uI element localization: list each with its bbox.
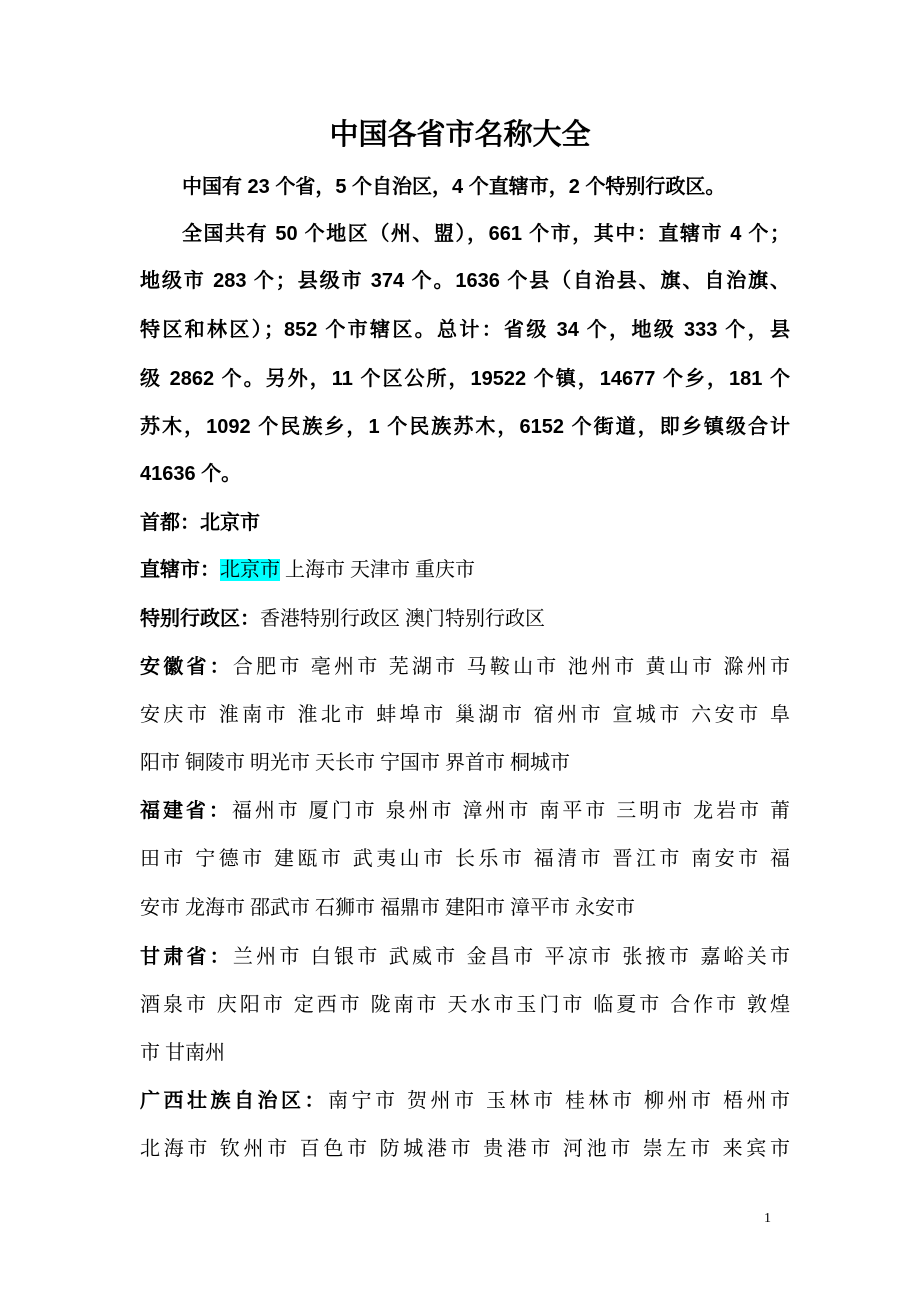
fujian-label: 福建省： <box>140 800 232 822</box>
guangxi-line-2: 北海市 钦州市 百色市 防城港市 贵港市 河池市 崇左市 来宾市 <box>140 1138 790 1160</box>
intro-line-2: 全国共有 50 个地区（州、盟），661 个市，其中：直辖市 4 个； <box>182 223 790 245</box>
sar-label: 特别行政区： <box>140 608 260 630</box>
gansu-line-2: 酒泉市 庆阳市 定西市 陇南市 天水市玉门市 临夏市 合作市 敦煌 <box>140 994 790 1016</box>
fujian-cities-1: 福州市 厦门市 泉州市 漳州市 南平市 三明市 龙岩市 莆 <box>231 800 790 822</box>
anhui-line-1 <box>140 655 790 679</box>
guangxi-line-1 <box>140 1089 790 1113</box>
anhui-cities-1: 合肥市 亳州市 芜湖市 马鞍山市 池州市 黄山市 滁州市 <box>232 656 791 678</box>
gansu-line-3: 市 甘南州 <box>140 1042 225 1064</box>
fujian-line-3: 安市 龙海市 邵武市 石狮市 福鼎市 建阳市 漳平市 永安市 <box>140 897 635 919</box>
intro-line-1: 中国有 23 个省，5 个自治区，4 个直辖市，2 个特别行政区。 <box>182 176 726 198</box>
municipalities-line <box>140 558 790 582</box>
guangxi-cities-1: 南宁市 贺州市 玉林市 桂林市 柳州市 梧州市 <box>328 1090 790 1112</box>
page-number: 1 <box>764 1211 771 1226</box>
intro-line-4: 特区和林区）；852 个市辖区。总计：省级 34 个，地级 333 个，县 <box>140 319 790 341</box>
intro-line-3: 地级市 283 个；县级市 374 个。1636 个县（自治县、旗、自治旗、 <box>140 270 790 292</box>
anhui-line-3: 阳市 铜陵市 明光市 天长市 宁国市 界首市 桐城市 <box>140 752 570 774</box>
municipalities-rest: 上海市 天津市 重庆市 <box>280 559 475 581</box>
gansu-cities-1: 兰州市 白银市 武威市 金昌市 平凉市 张掖市 嘉峪关市 <box>232 946 791 968</box>
intro-line-7: 41636 个。 <box>140 463 242 485</box>
gansu-label: 甘肃省： <box>140 946 233 968</box>
capital-line: 首都：北京市 <box>140 512 260 534</box>
sar-line <box>140 607 790 631</box>
fujian-line-2: 田市 宁德市 建瓯市 武夷山市 长乐市 福清市 晋江市 南安市 福 <box>140 848 790 870</box>
fujian-line-1 <box>140 799 790 823</box>
gansu-line-1 <box>140 945 790 969</box>
intro-line-5: 级 2862 个。另外，11 个区公所，19522 个镇，14677 个乡，181 个 <box>140 368 790 390</box>
anhui-label: 安徽省： <box>140 656 233 678</box>
intro-line-6: 苏木，1092 个民族乡，1 个民族苏木，6152 个街道，即乡镇级合计 <box>140 416 790 438</box>
document-title: 中国各省市名称大全 <box>329 119 591 151</box>
anhui-line-2: 安庆市 淮南市 淮北市 蚌埠市 巢湖市 宿州市 宣城市 六安市 阜 <box>140 704 790 726</box>
highlighted-city: 北京市 <box>220 559 280 581</box>
municipalities-label: 直辖市： <box>140 559 220 581</box>
sar-text: 香港特别行政区 澳门特别行政区 <box>260 608 545 630</box>
guangxi-label: 广西壮族自治区： <box>140 1090 328 1112</box>
